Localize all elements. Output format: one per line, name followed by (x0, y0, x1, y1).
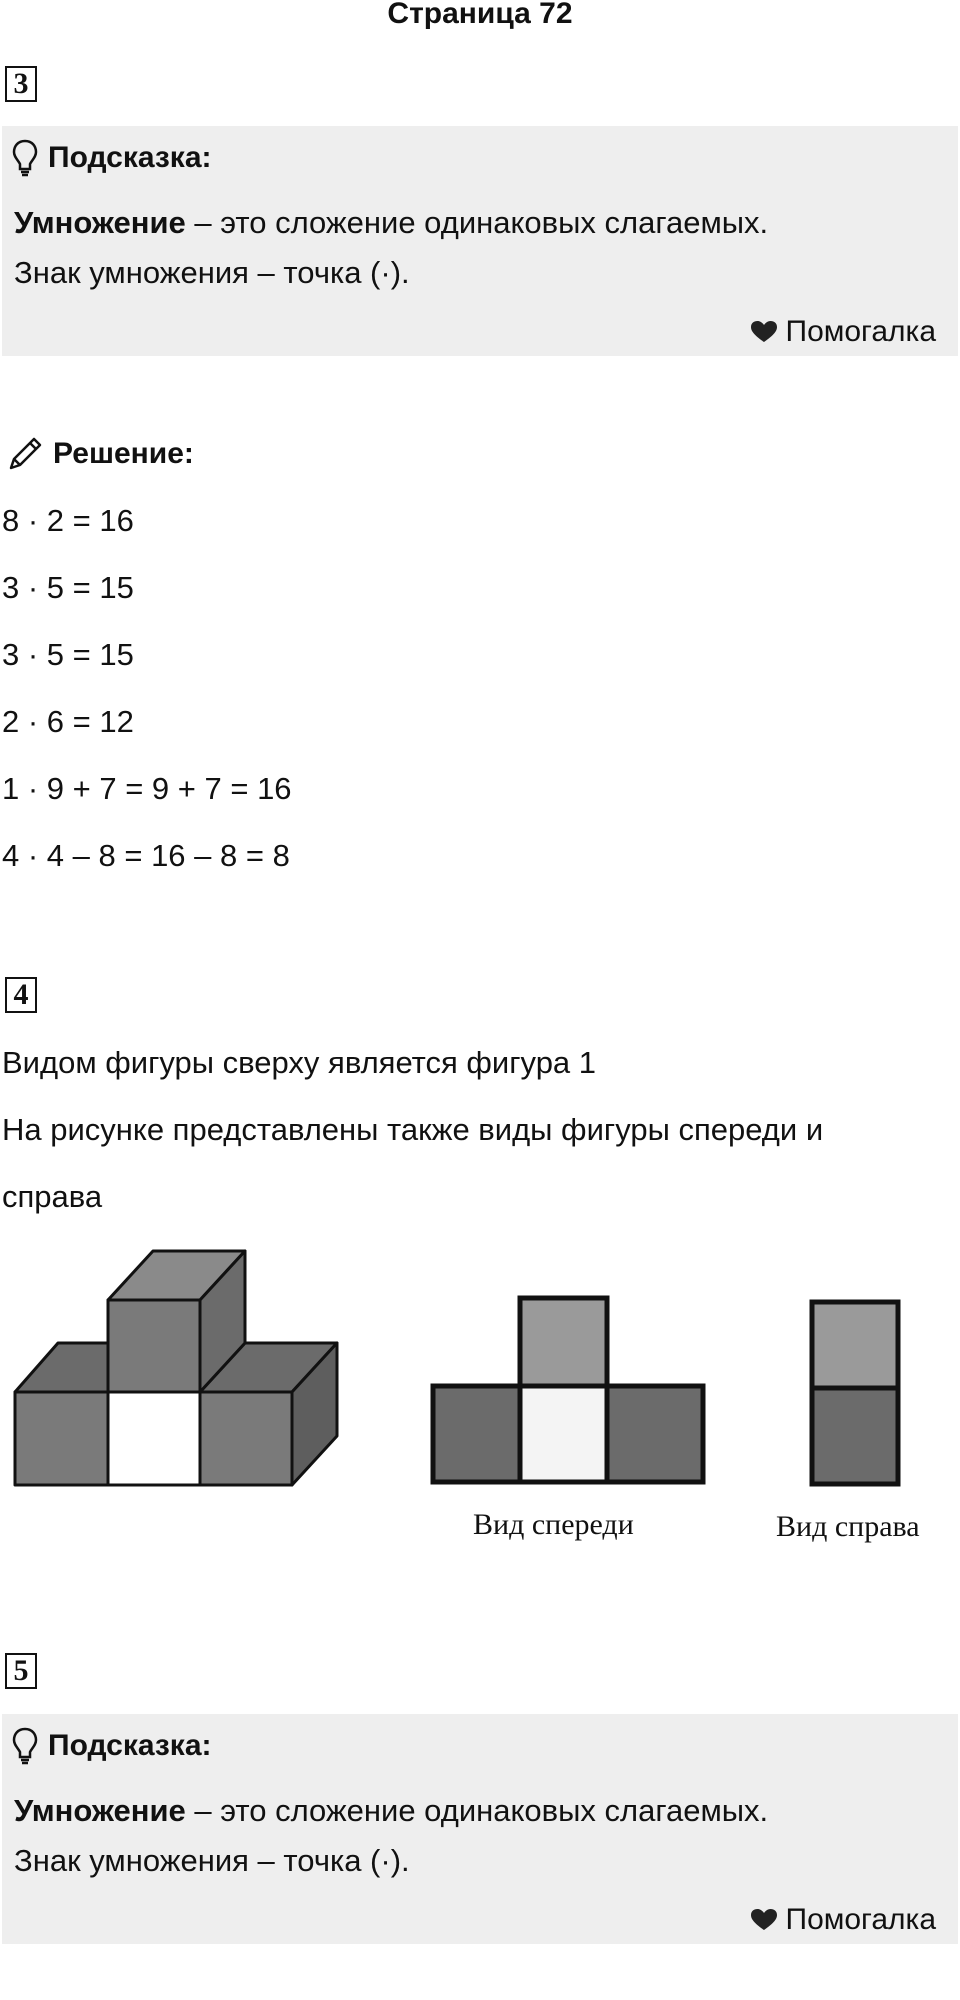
hint-sign-line: Знак умножения – точка (·). (14, 1843, 410, 1878)
hint-brand (750, 314, 937, 350)
pencil-icon (5, 434, 45, 474)
task4-line-3: справа (2, 1179, 103, 1214)
equation-3: 3 · 5 = 15 (2, 637, 134, 672)
hint-sign-line: Знак умножения – точка (·). (14, 255, 410, 290)
hint-definition-rest: – это сложение одинаковых слагаемых. (185, 205, 769, 240)
lightbulb-icon (12, 139, 38, 177)
figure-3d (15, 1251, 337, 1485)
solution-header (5, 432, 194, 476)
task-number-4: 4 (5, 977, 37, 1013)
figure-views (0, 1240, 960, 1540)
heart-icon (750, 320, 778, 344)
hint-definition-rest: – это сложение одинаковых слагаемых. (185, 1793, 769, 1828)
task4-line-2: На рисунке представлены также виды фигуры спереди и (2, 1112, 824, 1147)
caption-front-view: Вид спереди (473, 1508, 634, 1541)
equation-4: 2 · 6 = 12 (2, 704, 134, 739)
hint-label: Подсказка: (48, 1729, 212, 1762)
equation-6: 4 · 4 – 8 = 16 – 8 = 8 (2, 838, 290, 873)
right-view (812, 1302, 898, 1484)
page-title: Страница 72 (387, 0, 573, 30)
task4-line-1: Видом фигуры сверху является фигура 1 (2, 1045, 597, 1080)
hint-header (12, 1726, 212, 1766)
hint-brand-label: Помогалка (785, 315, 936, 348)
hint-box-task-3 (2, 126, 958, 356)
hint-label: Подсказка: (48, 141, 212, 174)
task-number-5: 5 (5, 1653, 37, 1689)
caption-right-view: Вид справа (776, 1510, 920, 1543)
hint-definition (14, 204, 768, 241)
hint-brand (750, 1902, 937, 1938)
heart-icon (750, 1908, 778, 1932)
lightbulb-icon (12, 1727, 38, 1765)
task-number-3: 3 (5, 66, 37, 102)
equation-5: 1 · 9 + 7 = 9 + 7 = 16 (2, 771, 292, 806)
solution-label: Решение: (53, 437, 194, 470)
equation-2: 3 · 5 = 15 (2, 570, 134, 605)
front-view (433, 1298, 703, 1482)
hint-definition (14, 1792, 768, 1829)
hint-term: Умножение (14, 205, 186, 240)
hint-term: Умножение (14, 1793, 186, 1828)
hint-box-task-5 (2, 1714, 958, 1944)
hint-brand-label: Помогалка (785, 1903, 936, 1936)
hint-header (12, 138, 212, 178)
equation-1: 8 · 2 = 16 (2, 503, 134, 538)
